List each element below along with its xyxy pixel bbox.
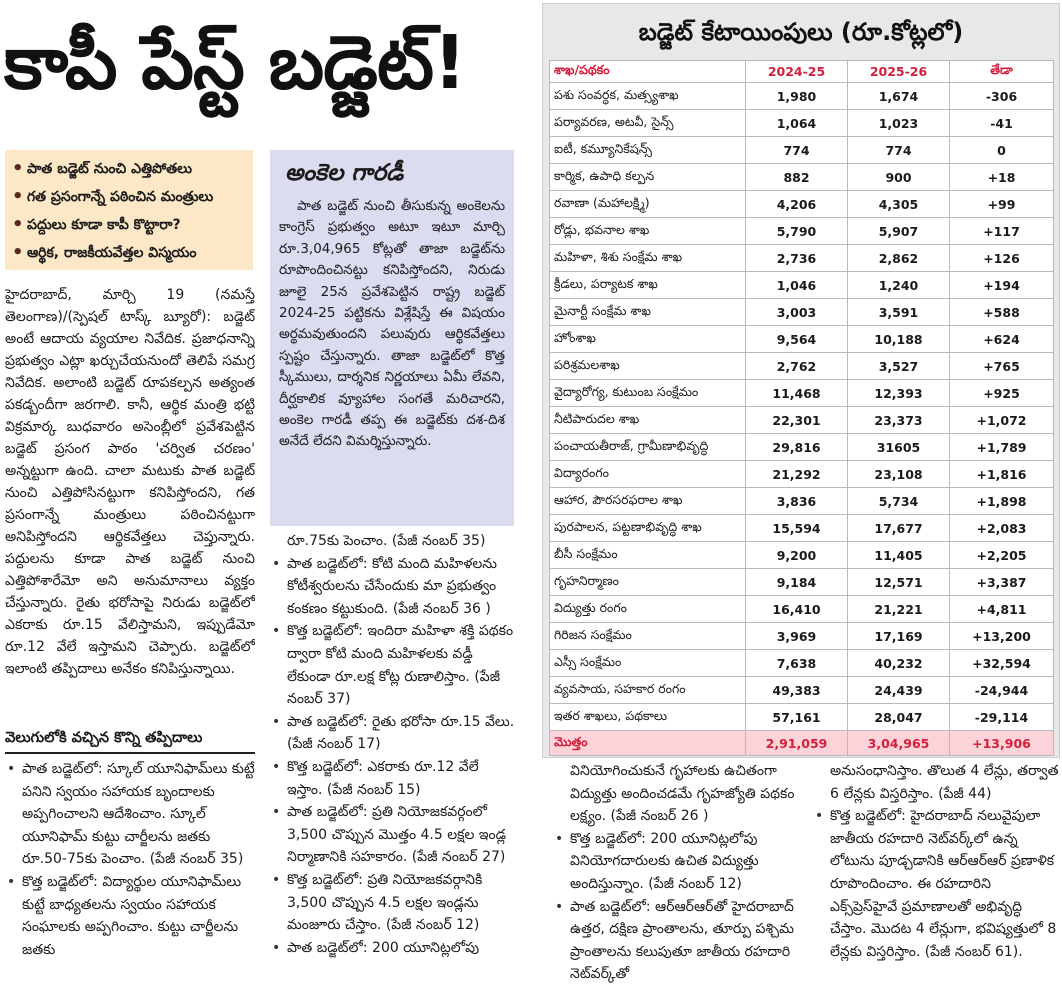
value-2025-cell: 28,047 — [848, 704, 950, 731]
budget-version-label: కొత్త బడ్జెట్‌లో: — [287, 623, 363, 640]
difference-cell: -24,944 — [950, 677, 1054, 704]
difference-cell: -306 — [950, 83, 1054, 110]
lead-body: బడ్జెట్ అంటే ఆదాయ వ్యయాల నివేదిక. ప్రజాధనాన్ని ప్రభుత్వం ఎట్లా ఖర్చుచేయనుందో తెలిపే సమగ్ర నివేదిక. అలాంటి బడ్జెట్ రూపకల్పన అత్యంత పకడ్బందీగా జరగాలి. కానీ, ఆర్థిక మంత్రి భట్టి విక్రమార్క బుధవారం అసెంబ్లీలో ప్రవేశపెట్టిన బడ్జెట్ ప్రసంగ పాఠం 'చర్విత చరణం' అన్నట్టుగా ఉంది. చాలా మటుకు పాత బడ్జెట్ నుంచి ఎత్తిపోసినట్టుగా కనిపిస్తోందని, గత ప్రసంగాన్నే మంత్రులు పఠించినట్టుగా అనిపిస్తోందని ఆర్థికవేత్తలు చెప్తున్నారు. పద్దులను కూడా పాత బడ్జెట్ నుంచి ఎత్తిపోశారేమో అని అనుమానాలు వ్యక్తం చేస్తున్నారు. రైతు భరోసాపై నిరుడు బడ్జెట్‌లో ఎకరాకు రూ.15 వేలిస్తామని, ఇప్పుడేమో రూ.12 వేలే ఇస్తామని చెప్పారు. బడ్జెట్‌లో ఇలాంటి తప్పిదాలు అనేకం కనిపిస్తున్నాయి. — [5, 309, 255, 677]
comparison-item — [270, 553, 515, 621]
difference-cell: +126 — [950, 245, 1054, 272]
value-2025-cell: 1,674 — [848, 83, 950, 110]
table-row — [550, 650, 1054, 677]
comparison-text: ఎకరాకు రూ.12 వేలే ఇస్తాం. (పేజీ నంబర్ 15) — [287, 758, 479, 798]
bullet-icon: • — [272, 555, 281, 572]
budget-version-label: పాత బడ్జెట్‌లో: — [287, 555, 368, 572]
dept-cell: పరిశ్రమలశాఖ — [550, 353, 746, 380]
value-2025-cell: 24,439 — [848, 677, 950, 704]
bullet-icon: • — [12, 158, 24, 179]
bullet-icon: • — [272, 939, 281, 956]
highlight-text: ఆర్థిక, రాజకీయవేత్తల విస్మయం — [27, 245, 197, 261]
value-2024-cell: 49,383 — [746, 677, 848, 704]
table-row — [550, 191, 1054, 218]
value-2024-cell: 1,980 — [746, 83, 848, 110]
value-2025-cell: 21,221 — [848, 596, 950, 623]
table-total-row — [550, 731, 1054, 756]
dept-cell: క్రీడలు, పర్యాటక శాఖ — [550, 272, 746, 299]
difference-cell: +1,072 — [950, 407, 1054, 434]
value-2024-cell: 15,594 — [746, 515, 848, 542]
value-2025-cell: 3,04,965 — [848, 731, 950, 756]
column-header-2025: 2025-26 — [848, 61, 950, 83]
budget-version-label: పాత బడ్జెట్‌లో: — [287, 804, 368, 821]
difference-cell: +18 — [950, 164, 1054, 191]
comparison-item — [270, 801, 515, 869]
bullet-icon: • — [272, 623, 281, 640]
dept-cell: పర్యావరణ, అటవీ, సైన్స్ — [550, 110, 746, 137]
dept-cell: మహిళా, శిశు సంక్షేమ శాఖ — [550, 245, 746, 272]
budget-version-label: పాత బడ్జెట్‌లో: — [570, 898, 651, 915]
dateline: హైదరాబాద్, మార్చి 19 (నమస్తే తెలంగాణ)/(స్పెషల్ టాస్క్ బ్యూరో): — [5, 287, 255, 325]
bullet-icon: • — [272, 804, 281, 821]
difference-cell: +117 — [950, 218, 1054, 245]
dept-cell: రవాణా (మహాలక్ష్మి) — [550, 191, 746, 218]
comparison-text: ప్రతి నియోజకవర్గంలో 3,500 చొప్పున మొత్తం 4.5 లక్షల ఇండ్ల నిర్మాణానికి సహకారం. (పేజీ నంబర్ 27) — [287, 804, 506, 866]
value-2025-cell: 17,169 — [848, 623, 950, 650]
value-2025-cell: 23,373 — [848, 407, 950, 434]
comparison-item — [270, 756, 515, 801]
value-2024-cell: 1,064 — [746, 110, 848, 137]
table-row — [550, 569, 1054, 596]
value-2025-cell: 1,023 — [848, 110, 950, 137]
comparison-text: హైదరాబాద్ నలువైపులా జాతీయ రహదారి నెట్‌వర్క్‌లో ఉన్న లోటును పూడ్చడానికి ఆర్ఆర్ఆర్ ప్రణాళిక రూపొందించాం. ఈ రహదారిని ఎక్స్‌ప్రెస్‌హైవే ప్రమాణాలతో అభివృద్ధి చేస్తాం. మొదట 4 లేన్లుగా, భవిష్యత్తులో 8 లేన్లకు విస్తరిస్తాం. (పేజీ నంబర్ 61). — [830, 808, 1057, 960]
value-2025-cell: 12,571 — [848, 569, 950, 596]
sidebar-box — [270, 150, 514, 526]
dept-cell: ఆహార, పౌరసరఫరాల శాఖ — [550, 488, 746, 515]
comparison-text: ఆర్ఆర్ఆర్‌తో హైదరాబాద్ ఉత్తర, దక్షిణ ప్రాంతాలను, తూర్పు పశ్చిమ ప్రాంతాలను కలుపుతూ జాతీయ రహదారి నెట్‌వర్క్‌తో — [570, 898, 794, 983]
table-row — [550, 272, 1054, 299]
bullet-icon: • — [272, 758, 281, 775]
bullet-icon: • — [555, 898, 564, 915]
dept-cell: వ్యవసాయ, సహకార రంగం — [550, 677, 746, 704]
budget-version-label: పాత బడ్జెట్‌లో: — [287, 713, 368, 730]
column-header-diff: తేడా — [950, 61, 1054, 83]
bullet-icon: • — [555, 830, 564, 847]
difference-cell: +13,200 — [950, 623, 1054, 650]
column-header-2024: 2024-25 — [746, 61, 848, 83]
table-row — [550, 515, 1054, 542]
sidebar-title: అంకెల గారడీ — [285, 160, 404, 186]
value-2024-cell: 57,161 — [746, 704, 848, 731]
value-2025-cell: 12,393 — [848, 380, 950, 407]
value-2024-cell: 5,790 — [746, 218, 848, 245]
comparison-column-3 — [553, 760, 803, 994]
value-2025-cell: 2,862 — [848, 245, 950, 272]
table-row — [550, 83, 1054, 110]
table-title: బడ్జెట్ కేటాయింపులు (రూ.కోట్లలో) — [638, 18, 964, 46]
difference-cell: +13,906 — [950, 731, 1054, 756]
value-2024-cell: 2,762 — [746, 353, 848, 380]
comparison-text: రైతు భరోసా రూ.15 వేలు. (పేజీ నంబర్ 17) — [287, 713, 515, 753]
value-2024-cell: 16,410 — [746, 596, 848, 623]
value-2024-cell: 21,292 — [746, 461, 848, 488]
bullet-icon: • — [272, 871, 281, 888]
table-row — [550, 299, 1054, 326]
bullet-icon: • — [815, 808, 824, 825]
comparison-text: అనుసంధానిస్తాం. తొలుత 4 లేన్లు, తర్వాత 6 లేన్లకు విస్తరిస్తాం. (పేజీ 44) — [830, 763, 1059, 802]
comparison-item — [270, 937, 515, 960]
difference-cell: +1,816 — [950, 461, 1054, 488]
bullet-icon: • — [272, 713, 281, 730]
comparison-item-continued — [553, 760, 803, 828]
bullet-icon: • — [12, 242, 24, 263]
value-2025-cell: 40,232 — [848, 650, 950, 677]
dept-cell: ఐటీ, కమ్యూనికేషన్స్ — [550, 137, 746, 164]
highlight-text: గత ప్రసంగాన్నే పఠించిన మంత్రులు — [27, 189, 214, 205]
value-2025-cell: 5,734 — [848, 488, 950, 515]
value-2025-cell: 10,188 — [848, 326, 950, 353]
highlight-text: పాత బడ్జెట్ నుంచి ఎత్తిపోతలు — [27, 161, 192, 177]
budget-table-panel — [542, 3, 1060, 758]
comparison-text: విద్యార్థుల యూనిఫామ్‌లు కుట్టే బాధ్యతలను స్వయం సహాయక సంఘాలకు అప్పగించాం. కుట్టు చార్జీలను జతకు — [22, 873, 242, 958]
value-2024-cell: 9,564 — [746, 326, 848, 353]
value-2025-cell: 3,527 — [848, 353, 950, 380]
bullet-icon: • — [12, 186, 24, 207]
table-row — [550, 164, 1054, 191]
table-row — [550, 407, 1054, 434]
lead-story — [5, 284, 255, 712]
table-row — [550, 596, 1054, 623]
comparison-text: వినియోగించుకునే గృహాలకు ఉచితంగా విద్యుత్తు అందించడమే గృహజ్యోతి పథకం లక్ష్యం. (పేజీ నంబర్ 26 ) — [570, 763, 795, 825]
highlight-item — [9, 183, 247, 211]
dept-cell: పురపాలన, పట్టణాభివృద్ధి శాఖ — [550, 515, 746, 542]
comparison-item — [5, 871, 255, 961]
table-row — [550, 380, 1054, 407]
value-2025-cell: 31605 — [848, 434, 950, 461]
difference-cell: +32,594 — [950, 650, 1054, 677]
comparison-text: ప్రతి నియోజకవర్గానికి 3,500 చొప్పున 4.5 లక్షల ఇండ్లను మంజూరు చేస్తాం. (పేజీ నంబర్ 12) — [287, 871, 483, 934]
dept-cell: ఇతర శాఖలు, పథకాలు — [550, 704, 746, 731]
comparison-item — [553, 828, 803, 896]
budget-version-label: కొత్త బడ్జెట్‌లో: — [287, 758, 363, 775]
table-row — [550, 623, 1054, 650]
table-row — [550, 488, 1054, 515]
value-2024-cell: 2,91,059 — [746, 731, 848, 756]
table-header-row — [550, 61, 1054, 83]
bullet-icon: • — [7, 873, 16, 890]
table-row — [550, 326, 1054, 353]
budget-version-label: కొత్త బడ్జెట్‌లో: — [22, 873, 98, 890]
sidebar-text: పాత బడ్జెట్ నుంచి తీసుకున్న అంకెలను కాంగ్రెస్ ప్రభుత్వం అటూ ఇటూ మార్చి రూ.3,04,965 కోట్లతో తాజా బడ్జెట్‌ను రూపొందించినట్టు కనిపిస్తోందని, నిరుడు జూలై 25న ప్రవేశపెట్టిన రాష్ట్ర బడ్జెట్ 2024-25 పట్టికను విశ్లేషిస్తే ఈ విషయం అర్థమవుతుందని పలువురు ఆర్థికవేత్తలు స్పష్టం చేస్తున్నారు. తాజా బడ్జెట్‌లో కొత్త స్కీములు, దార్శనిక నిర్ణయాలు ఏమీ లేవని, దీర్ఘకాలిక వ్యూహాల సంగతే మరిచారని, అంకెల గారడీ తప్ప ఈ బడ్జెట్‌కు దశ-దిశ అనేదే లేదని విమర్శిస్తున్నారు. — [279, 198, 505, 450]
value-2024-cell: 3,969 — [746, 623, 848, 650]
comparison-text: కోటి మంది మహిళలను కోటీశ్వరులను చేసేందుకు మా ప్రభుత్వం కంకణం కట్టుకుంది. (పేజీ నంబర్ 36 ) — [287, 555, 497, 617]
value-2024-cell: 3,003 — [746, 299, 848, 326]
bullet-icon: • — [12, 214, 24, 235]
comparison-column-2 — [270, 530, 515, 994]
table-row — [550, 542, 1054, 569]
dept-cell: వైద్యారోగ్య, కుటుంబ సంక్షేమం — [550, 380, 746, 407]
errors-heading: వెలుగులోకి వచ్చిన కొన్ని తప్పిదాలు — [5, 726, 255, 754]
difference-cell: +1,789 — [950, 434, 1054, 461]
dept-cell: గిరిజన సంక్షేమం — [550, 623, 746, 650]
comparison-item — [553, 896, 803, 986]
dept-cell: గృహనిర్మాణం — [550, 569, 746, 596]
table-row — [550, 110, 1054, 137]
value-2024-cell: 2,736 — [746, 245, 848, 272]
value-2024-cell: 9,200 — [746, 542, 848, 569]
dept-cell: నీటిపారుదల శాఖ — [550, 407, 746, 434]
highlights-box — [5, 150, 253, 270]
value-2024-cell: 7,638 — [746, 650, 848, 677]
highlight-item — [9, 155, 247, 183]
budget-version-label: పాత బడ్జెట్‌లో: — [22, 761, 103, 777]
comparison-text: 200 యూనిట్లలోపు — [372, 939, 480, 956]
comparison-item — [5, 758, 255, 871]
difference-cell: -41 — [950, 110, 1054, 137]
dept-cell: పంచాయతీరాజ్, గ్రామీణాభివృద్ధి — [550, 434, 746, 461]
budget-table — [549, 60, 1054, 756]
comparison-text: రూ.75కు పెంచాం. (పేజీ నంబర్ 35) — [287, 533, 486, 549]
value-2025-cell: 5,907 — [848, 218, 950, 245]
comparison-column-4 — [813, 760, 1059, 994]
comparison-column-1 — [5, 758, 255, 994]
difference-cell: +1,898 — [950, 488, 1054, 515]
dept-cell: విద్యారంగం — [550, 461, 746, 488]
table-row — [550, 461, 1054, 488]
dept-cell: కార్మిక, ఉపాధి కల్పన — [550, 164, 746, 191]
value-2024-cell: 882 — [746, 164, 848, 191]
value-2025-cell: 774 — [848, 137, 950, 164]
dept-cell: పశు సంవర్ధక, మత్స్యశాఖ — [550, 83, 746, 110]
difference-cell: +925 — [950, 380, 1054, 407]
table-row — [550, 218, 1054, 245]
value-2024-cell: 22,301 — [746, 407, 848, 434]
dept-cell: విద్యుత్తు రంగం — [550, 596, 746, 623]
difference-cell: +588 — [950, 299, 1054, 326]
dept-cell: ఎస్సీ సంక్షేమం — [550, 650, 746, 677]
highlight-item — [9, 239, 247, 267]
table-row — [550, 137, 1054, 164]
dept-cell: హోంశాఖ — [550, 326, 746, 353]
highlight-text: పద్దులు కూడా కాపీ కొట్టారా? — [27, 217, 181, 233]
comparison-item — [813, 805, 1059, 963]
difference-cell: +4,811 — [950, 596, 1054, 623]
value-2025-cell: 11,405 — [848, 542, 950, 569]
comparison-item — [270, 620, 515, 710]
value-2025-cell: 3,591 — [848, 299, 950, 326]
budget-version-label: కొత్త బడ్జెట్‌లో: — [830, 808, 906, 825]
difference-cell: +3,387 — [950, 569, 1054, 596]
comparison-text: స్కూల్ యూనిఫామ్‌లు కుట్టే పనిని స్వయం సహాయక బృందాలకు అప్పగించాలని ఆదేశించాం. స్కూల్ యూనిఫామ్ కుట్టు చార్జీలను జతకు రూ.50-75కు పెంచాం. (పేజీ నంబర్ 35) — [22, 761, 255, 868]
difference-cell: -29,114 — [950, 704, 1054, 731]
value-2024-cell: 11,468 — [746, 380, 848, 407]
bullet-icon: • — [7, 761, 16, 777]
value-2025-cell: 4,305 — [848, 191, 950, 218]
dept-cell: రోడ్లు, భవనాల శాఖ — [550, 218, 746, 245]
value-2025-cell: 17,677 — [848, 515, 950, 542]
difference-cell: +99 — [950, 191, 1054, 218]
comparison-item-continued — [813, 760, 1059, 805]
difference-cell: +194 — [950, 272, 1054, 299]
difference-cell: +2,083 — [950, 515, 1054, 542]
value-2025-cell: 900 — [848, 164, 950, 191]
difference-cell: +765 — [950, 353, 1054, 380]
table-row — [550, 704, 1054, 731]
value-2025-cell: 1,240 — [848, 272, 950, 299]
table-row — [550, 434, 1054, 461]
difference-cell: 0 — [950, 137, 1054, 164]
value-2024-cell: 774 — [746, 137, 848, 164]
value-2025-cell: 23,108 — [848, 461, 950, 488]
difference-cell: +2,205 — [950, 542, 1054, 569]
budget-version-label: పాత బడ్జెట్‌లో: — [287, 939, 368, 956]
comparison-item — [270, 711, 515, 756]
table-row — [550, 353, 1054, 380]
headline: కాపీ పేస్ట్ బడ్జెట్! — [4, 20, 466, 106]
budget-version-label: కొత్త బడ్జెట్‌లో: — [570, 830, 646, 847]
budget-version-label: కొత్త బడ్జెట్‌లో: — [287, 871, 363, 888]
dept-cell: మైనార్టీ సంక్షేమ శాఖ — [550, 299, 746, 326]
column-header-dept: శాఖ/పథకం — [550, 61, 746, 83]
difference-cell: +624 — [950, 326, 1054, 353]
value-2024-cell: 29,816 — [746, 434, 848, 461]
table-row — [550, 677, 1054, 704]
dept-cell: మొత్తం — [550, 731, 746, 756]
comparison-text: 200 యూనిట్లలోపు వినియోగదారులకు ఉచిత విద్యుత్తు అందిస్తున్నాం. (పేజీ నంబర్ 12) — [570, 830, 759, 892]
comparison-item — [270, 869, 515, 937]
comparison-text: ఇందిరా మహిళా శక్తి పథకం ద్వారా కోటి మంది మహిళలకు వడ్డీ లేకుండా రూ.లక్ష కోట్ల రుణాలిస్తాం. (పేజీ నంబర్ 37) — [287, 623, 514, 708]
value-2024-cell: 4,206 — [746, 191, 848, 218]
value-2024-cell: 9,184 — [746, 569, 848, 596]
highlight-item — [9, 211, 247, 239]
value-2024-cell: 1,046 — [746, 272, 848, 299]
value-2024-cell: 3,836 — [746, 488, 848, 515]
comparison-item-continued — [270, 530, 515, 553]
dept-cell: బీసీ సంక్షేమం — [550, 542, 746, 569]
table-row — [550, 245, 1054, 272]
